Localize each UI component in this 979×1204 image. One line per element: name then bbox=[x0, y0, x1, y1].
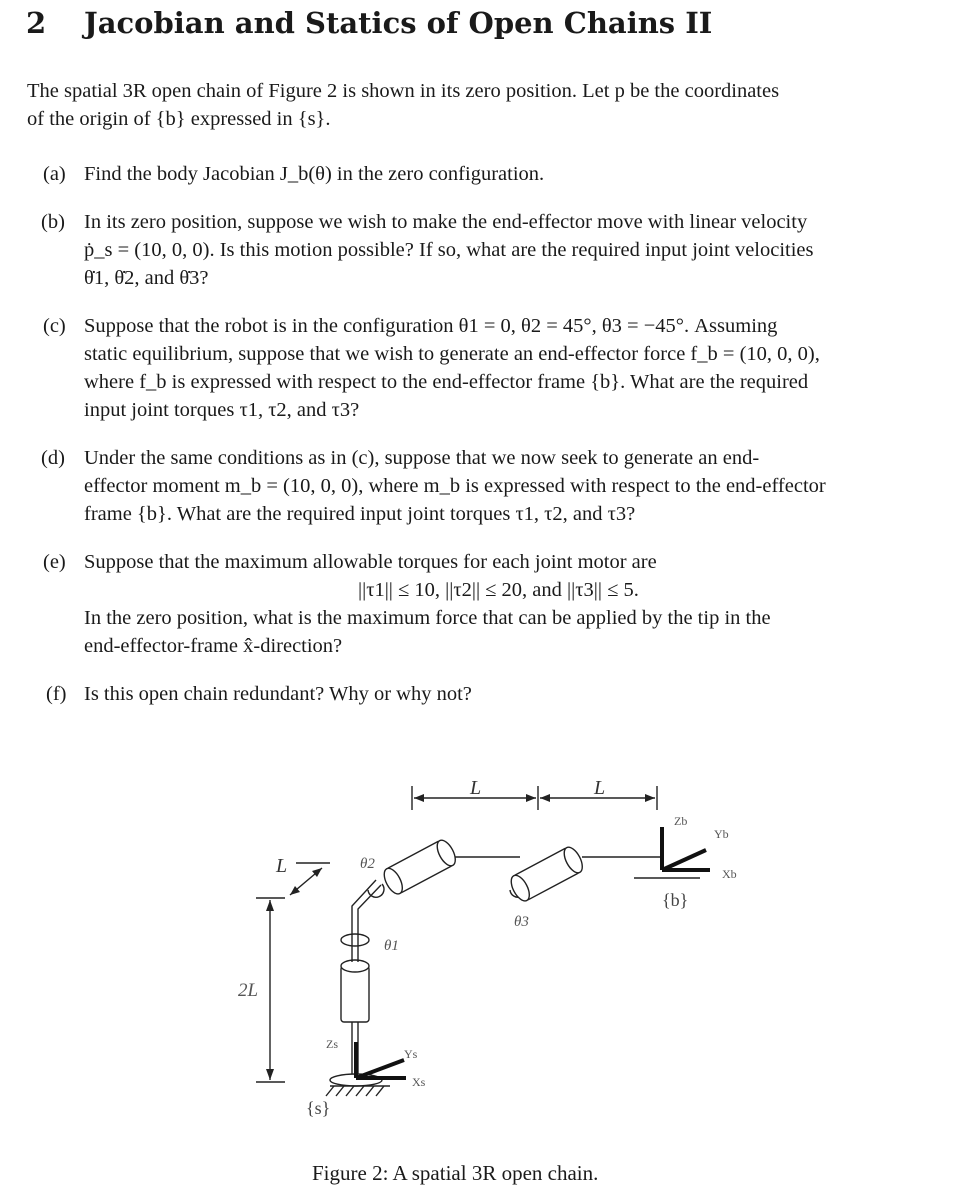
robot-figure bbox=[0, 730, 979, 1150]
base-hatch bbox=[326, 1086, 384, 1096]
label-b-frame: {b} bbox=[662, 890, 689, 910]
dim-arrow bbox=[526, 794, 536, 802]
label-zb: Zb bbox=[674, 814, 688, 828]
link-to-joint2 bbox=[352, 880, 376, 930]
label-l-top-2: L bbox=[594, 777, 606, 799]
section-number: 2 bbox=[26, 6, 47, 40]
label-xb: Xb bbox=[722, 867, 737, 881]
item-c-line-3: where f_b is expressed with respect to the end-effector frame {b}. What are the required bbox=[84, 371, 809, 393]
section-title: Jacobian and Statics of Open Chains II bbox=[84, 6, 713, 40]
ys-axis bbox=[356, 1060, 404, 1078]
label-theta3: θ3 bbox=[514, 914, 529, 930]
item-f-line-1: Is this open chain redundant? Why or why not? bbox=[84, 683, 472, 705]
label-s-frame: {s} bbox=[306, 1098, 331, 1118]
item-c-line-4: input joint torques τ1, τ2, and τ3? bbox=[84, 399, 360, 421]
item-b-line-2: ṗ_s = (10, 0, 0). Is this motion possible? If so, what are the required input joint velocities bbox=[84, 239, 814, 261]
item-e-line-1: Suppose that the maximum allowable torques for each joint motor are bbox=[84, 551, 657, 573]
item-f-label: (f) bbox=[46, 683, 67, 705]
item-a-line-1: Find the body Jacobian J_b(θ) in the zero configuration. bbox=[84, 163, 545, 185]
figure-caption: Figure 2: A spatial 3R open chain. bbox=[312, 1161, 599, 1185]
label-theta2: θ2 bbox=[360, 856, 375, 872]
item-b-line-1: In its zero position, suppose we wish to make the end-effector move with linear velocity bbox=[84, 211, 808, 233]
label-l-top-1: L bbox=[470, 777, 482, 799]
item-d-line-1: Under the same conditions as in (c), suppose that we now seek to generate an end- bbox=[84, 447, 760, 469]
label-yb: Yb bbox=[714, 827, 729, 841]
item-c-line-2: static equilibrium, suppose that we wish to generate an end-effector force f_b = (10, 0, 0), bbox=[84, 343, 820, 365]
item-e-line-4: end-effector-frame x̂-direction? bbox=[84, 635, 343, 657]
item-c-line-1: Suppose that the robot is in the configuration θ1 = 0, θ2 = 45°, θ3 = −45°. Assuming bbox=[84, 315, 778, 337]
dim-arrow bbox=[645, 794, 655, 802]
item-e-line-3: In the zero position, what is the maximum force that can be applied by the tip in the bbox=[84, 607, 771, 629]
item-a-label: (a) bbox=[43, 163, 66, 185]
link-to-joint2 bbox=[358, 885, 381, 930]
section-heading bbox=[26, 6, 712, 40]
label-zs: Zs bbox=[326, 1037, 338, 1051]
item-e-line-2: ||τ1|| ≤ 10, ||τ2|| ≤ 20, and ||τ3|| ≤ 5. bbox=[358, 579, 639, 601]
theta1-rotation bbox=[341, 934, 369, 946]
b-frame-axes bbox=[662, 827, 710, 870]
label-theta1: θ1 bbox=[384, 938, 399, 954]
item-b-label: (b) bbox=[41, 211, 65, 233]
item-d-line-2: effector moment m_b = (10, 0, 0), where m_b is expressed with respect to the end-effector bbox=[84, 475, 826, 497]
dim-arrow bbox=[540, 794, 550, 802]
label-2l: 2L bbox=[238, 980, 259, 1001]
item-b-line-3: θ̇1, θ̇2, and θ̇3? bbox=[84, 267, 209, 289]
yb-axis bbox=[662, 850, 706, 870]
joint-1-cylinder bbox=[341, 966, 369, 1022]
item-c-label: (c) bbox=[43, 315, 66, 337]
label-ys: Ys bbox=[404, 1047, 418, 1061]
item-e-label: (e) bbox=[43, 551, 66, 573]
label-xs: Xs bbox=[412, 1075, 426, 1089]
intro-line-2: of the origin of {b} expressed in {s}. bbox=[27, 108, 331, 130]
dim-arrow bbox=[414, 794, 424, 802]
dim-arrow bbox=[266, 900, 274, 911]
item-d-label: (d) bbox=[41, 447, 65, 469]
s-frame-axes bbox=[356, 1042, 406, 1078]
item-d-line-3: frame {b}. What are the required input joint torques τ1, τ2, and τ3? bbox=[84, 503, 636, 525]
dim-arrow bbox=[266, 1069, 274, 1080]
joint-1-cap bbox=[341, 960, 369, 972]
intro-line-1: The spatial 3R open chain of Figure 2 is shown in its zero position. Let p be the coordinates bbox=[27, 80, 780, 102]
label-l-side: L bbox=[276, 855, 288, 877]
